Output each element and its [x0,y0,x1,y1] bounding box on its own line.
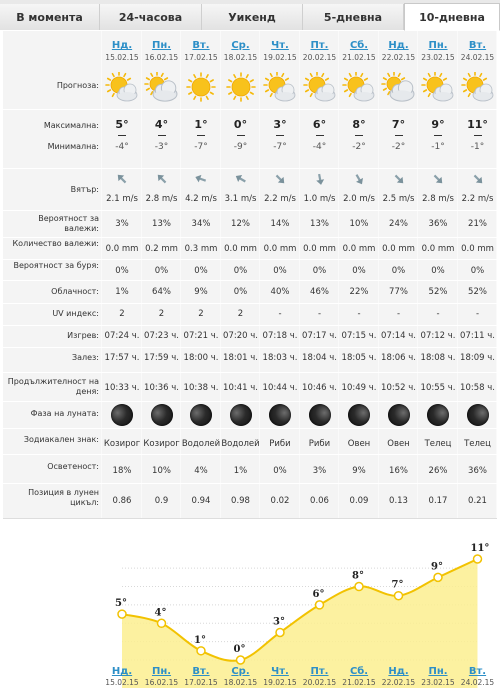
max-temperature: 7° [391,118,406,131]
row-label-cloud: Облачност: [51,287,99,296]
precip-probability: 34% [191,219,211,229]
precip-amount: 0.0 mm [382,244,415,254]
chart-day-link-9[interactable]: Пн. [428,666,448,677]
day-length: 10:46 ч. [302,383,337,393]
moon-cycle-position: 0.17 [428,496,448,506]
storm-probability: 0% [431,266,445,276]
temperature-point [434,573,442,581]
chart-day-date: 15.02.15 [105,678,139,687]
wind-speed: 2.8 m/s [422,194,454,204]
row-separator [3,210,497,211]
day-length: 10:58 ч. [460,383,495,393]
storm-probability: 0% [352,266,366,276]
cloudiness: 22% [349,287,369,297]
min-temperature: -9° [233,142,248,152]
day-date: 18.02.15 [223,53,258,62]
moon-cycle-position: 0.9 [154,496,169,506]
max-min-divider [474,135,482,136]
sunrise-time: 07:14 ч. [381,331,416,341]
zodiac-sign: Козирог [103,439,141,449]
day-date: 17.02.15 [184,53,218,62]
day-length: 10:41 ч. [223,383,258,393]
precip-probability: 3% [115,219,129,229]
row-label-precip-amount: Количество валежи: [12,239,99,248]
row-label-precip-prob: Вероятност за валежи: [38,214,99,233]
moon-illumination: 4% [194,466,208,476]
sunset-time: 18:01 ч. [223,353,258,363]
wind-arrow-icon [352,171,366,185]
row-label-sunset: Залез: [71,353,99,362]
row-separator [3,401,497,402]
uv-index: - [475,309,480,319]
moon-phase-icon [111,404,133,426]
row-label-wind: Вятър: [70,185,99,194]
temperature-label: 3° [273,616,285,628]
sunset-time: 18:03 ч. [262,353,298,363]
sunrise-time: 07:21 ч. [183,331,219,341]
sunset-time: 17:59 ч. [144,353,179,363]
chart-day-date: 22.02.15 [381,678,416,687]
max-temperature: 1° [194,118,208,131]
zodiac-sign: Телец [464,439,491,449]
row-separator [3,303,497,304]
row-separator [3,428,497,429]
sunset-time: 17:57 ч. [104,353,140,363]
cloudiness: 52% [468,287,487,297]
chart-day-link-8[interactable]: Нд. [388,666,409,677]
wind-speed: 2.0 m/s [343,194,375,204]
max-min-divider [276,135,284,136]
chart-day-date: 20.02.15 [302,678,337,687]
sunrise-time: 07:11 ч. [460,331,495,341]
uv-index: - [278,309,282,319]
max-temperature: 6° [312,118,327,131]
storm-probability: 0% [470,266,485,276]
storm-probability: 0% [115,266,129,276]
uv-index: 2 [119,309,125,319]
moon-illumination: 16% [389,466,408,476]
max-min-divider [355,135,363,136]
row-separator [3,237,497,238]
chart-day-link-4[interactable]: Ср. [231,666,250,677]
row-separator [3,372,497,373]
cloudiness: 0% [233,287,248,297]
moon-cycle-position: 0.86 [112,496,132,506]
max-min-divider [395,135,403,136]
precip-amount: 0.0 mm [421,244,455,254]
moon-phase-icon [348,404,370,426]
wind-arrow-icon [194,171,208,185]
row-separator [3,280,497,281]
day-date: 24.02.15 [460,53,495,62]
day-date: 15.02.15 [105,53,139,62]
temperature-point [316,601,324,609]
sunrise-time: 07:12 ч. [420,331,456,341]
tab-bar [0,0,500,30]
temperature-label: 0° [233,644,246,655]
day-date: 21.02.15 [342,53,376,62]
temperature-point [474,555,482,563]
zodiac-sign: Козирог [143,439,180,449]
max-min-divider [316,135,324,136]
moon-phase-icon [467,404,489,426]
day-length: 10:49 ч. [341,383,377,393]
sunrise-time: 07:17 ч. [302,331,337,341]
max-temperature: 3° [273,118,287,131]
precip-amount: 0.2 mm [145,244,178,254]
temperature-label: 11° [470,543,490,554]
day-link-7[interactable]: Сб. [349,40,369,51]
chart-day-date: 16.02.15 [144,678,179,687]
wind-arrow-icon [392,171,406,185]
tab-2[interactable]: 24-часова [100,4,202,30]
precip-probability: 13% [310,219,329,229]
min-temperature: -1° [470,142,485,152]
sunrise-time: 07:24 ч. [104,331,140,341]
uv-index: - [396,309,401,319]
temperature-point [395,592,403,600]
uv-index: - [317,309,322,319]
tab-3[interactable]: Уикенд [202,4,303,30]
cloudiness: 40% [270,287,290,297]
cloud-sun-icon [381,72,417,102]
sun-cloud-icon [341,72,377,102]
cloud-sun-icon [144,72,180,102]
chart-day-date: 21.02.15 [342,678,376,687]
row-label-illumination: Осветеност: [47,462,99,471]
sun-cloud-icon [302,72,338,102]
day-length: 10:36 ч. [144,383,179,393]
chart-day-link-3[interactable]: Вт. [192,666,210,677]
precip-probability: 10% [349,219,369,229]
chart-day-link-2[interactable]: Пн. [151,666,172,677]
max-min-divider [118,135,126,136]
moon-cycle-position: 0.09 [349,496,369,506]
zodiac-sign: Риби [269,439,291,449]
storm-probability: 0% [233,266,248,276]
chart-day-date: 23.02.15 [421,678,455,687]
row-label-max: Максимална: [43,121,99,130]
sunset-time: 18:09 ч. [460,353,495,363]
cloudiness: 64% [152,287,171,297]
sun-icon [183,72,219,102]
zodiac-sign: Овен [347,439,371,449]
chart-day-link-1[interactable]: Нд. [111,666,133,677]
row-separator [3,483,497,484]
storm-probability: 0% [273,266,287,276]
cloudiness: 77% [389,287,408,297]
row-separator [3,109,497,110]
temperature-point [158,619,166,627]
row-label-min: Минимална: [47,142,99,151]
temperature-label: 8° [352,570,364,582]
moon-cycle-position: 0.98 [231,496,250,506]
storm-probability: 0% [194,266,208,276]
max-temperature: 5° [115,118,129,131]
uv-index: 2 [237,309,244,319]
cloudiness: 1% [115,287,129,297]
wind-speed: 2.8 m/s [145,194,178,204]
storm-probability: 0% [312,266,327,276]
max-temperature: 11° [467,118,488,131]
wind-arrow-icon [431,171,445,185]
day-link-3[interactable]: Вт. [192,40,210,51]
wind-arrow-icon [115,171,129,185]
sun-cloud-icon [420,72,456,102]
wind-arrow-icon [313,171,327,185]
wind-arrow-icon [273,171,287,185]
row-label-daylength: Продължителност на деня: [7,377,99,396]
day-length: 10:55 ч. [420,383,456,393]
precip-probability: 21% [468,219,487,229]
chart-day-link-6[interactable]: Пт. [310,666,329,677]
moon-illumination: 9% [352,466,366,476]
precip-probability: 13% [152,219,171,229]
row-separator [3,168,497,169]
sun-cloud-icon [262,72,298,102]
tab-5[interactable]: 10-дневна [404,3,500,31]
temperature-point [276,628,284,636]
chart-day-link-10[interactable]: Вт. [468,666,487,677]
temperature-chart [3,519,497,688]
day-link-5[interactable]: Чт. [271,40,289,51]
row-separator [3,325,497,326]
wind-speed: 2.5 m/s [382,194,415,204]
moon-illumination: 0% [273,466,287,476]
wind-speed: 3.1 m/s [224,194,257,204]
wind-arrow-icon [234,171,248,185]
sunrise-time: 07:23 ч. [144,331,179,341]
precip-probability: 14% [270,219,290,229]
zodiac-sign: Водолей [181,439,221,449]
wind-arrow-icon [471,171,485,185]
sunset-time: 18:04 ч. [302,353,337,363]
uv-index: - [436,309,440,319]
max-min-divider [158,135,166,136]
moon-phase-icon [190,404,212,426]
day-length: 10:52 ч. [381,383,416,393]
day-link-4[interactable]: Ср. [231,40,250,51]
precip-probability: 12% [231,219,250,229]
chart-day-link-5[interactable]: Чт. [271,666,289,677]
moon-cycle-position: 0.21 [468,496,487,506]
zodiac-sign: Риби [308,439,331,449]
sun-cloud-icon [460,72,496,102]
moon-illumination: 10% [152,466,171,476]
moon-phase-icon [269,404,291,426]
uv-index: 2 [198,309,204,319]
day-length: 10:44 ч. [262,383,298,393]
cloudiness: 46% [310,287,329,297]
temperature-point [197,647,205,655]
day-link-8[interactable]: Нд. [388,40,409,51]
uv-index: - [357,309,361,319]
storm-probability: 0% [391,266,406,276]
moon-illumination: 1% [233,466,248,476]
wind-arrow-icon [155,171,169,185]
chart-day-link-7[interactable]: Сб. [349,666,369,677]
cloudiness: 52% [428,287,448,297]
moon-illumination: 3% [312,466,327,476]
sunrise-time: 07:15 ч. [341,331,377,341]
day-date: 22.02.15 [381,53,416,62]
moon-illumination: 36% [468,466,487,476]
day-link-6[interactable]: Пт. [310,40,329,51]
moon-cycle-position: 0.94 [191,496,211,506]
row-separator [3,454,497,455]
chart-day-date: 17.02.15 [184,678,218,687]
min-temperature: -2° [352,142,366,152]
day-date: 16.02.15 [144,53,179,62]
day-date: 20.02.15 [302,53,337,62]
moon-cycle-position: 0.02 [270,496,290,506]
row-label-storm-prob: Вероятност за буря: [13,261,99,270]
sunset-time: 18:05 ч. [341,353,377,363]
temperature-label: 9° [431,561,443,573]
moon-phase-icon [230,404,252,426]
min-temperature: -7° [194,142,208,152]
row-label-sunrise: Изгрев: [67,331,99,340]
max-temperature: 8° [352,118,366,131]
moon-illumination: 26% [428,466,448,476]
zodiac-sign: Водолей [221,439,260,449]
temperature-area [122,559,478,688]
temperature-label: 5° [115,598,127,610]
temperature-label: 7° [391,579,404,591]
precip-amount: 0.0 mm [303,244,336,254]
day-length: 10:38 ч. [183,383,219,393]
sunrise-time: 07:18 ч. [262,331,298,341]
precip-probability: 36% [428,219,448,229]
moon-cycle-position: 0.13 [389,496,408,506]
day-link-9[interactable]: Пн. [428,40,448,51]
temperature-point [355,583,363,591]
row-separator [3,347,497,348]
max-min-divider [197,135,205,136]
temperature-label: 1° [194,634,206,646]
max-temperature: 4° [154,118,169,131]
min-temperature: -1° [431,142,445,152]
wind-speed: 4.2 m/s [185,194,217,204]
row-label-zodiac: Зодиакален знак: [23,435,99,444]
tab-1[interactable]: В момента [0,4,100,30]
day-link-2[interactable]: Пн. [151,40,172,51]
day-date: 23.02.15 [421,53,455,62]
moon-cycle-position: 0.06 [310,496,329,506]
chart-day-date: 18.02.15 [223,678,258,687]
min-temperature: -3° [154,142,169,152]
sun-cloud-icon [104,72,140,102]
row-label-moon-phase: Фаза на луната: [30,409,99,418]
day-date: 19.02.15 [263,53,297,62]
min-temperature: -4° [115,142,129,152]
sunrise-time: 07:20 ч. [223,331,258,341]
forecast-panel [3,31,497,688]
precip-amount: 0.0 mm [224,244,257,254]
sunset-time: 18:06 ч. [381,353,416,363]
sunset-time: 18:08 ч. [420,353,456,363]
max-temperature: 9° [431,118,445,131]
forecast-table [3,31,497,518]
moon-illumination: 18% [112,466,132,476]
precip-amount: 0.3 mm [184,244,218,254]
wind-speed: 2.2 m/s [264,194,296,204]
row-separator [3,259,497,260]
precip-amount: 0.0 mm [263,244,297,254]
moon-phase-icon [388,404,410,426]
moon-phase-icon [309,404,331,426]
storm-probability: 0% [154,266,169,276]
precip-amount: 0.0 mm [461,244,494,254]
sunset-time: 18:00 ч. [183,353,219,363]
precip-amount: 0.0 mm [342,244,376,254]
moon-phase-icon [151,404,173,426]
max-min-divider [237,135,245,136]
wind-speed: 2.1 m/s [106,194,138,204]
chart-day-date: 24.02.15 [460,678,495,687]
chart-day-date: 19.02.15 [263,678,297,687]
min-temperature: -2° [391,142,406,152]
temperature-point [118,610,126,618]
precip-probability: 24% [389,219,408,229]
uv-index: 2 [158,309,165,319]
day-link-1[interactable]: Нд. [111,40,133,51]
row-label-moon-position: Позиция в лунен цикъл: [28,488,99,507]
max-temperature: 0° [233,118,248,131]
max-min-divider [434,135,442,136]
wind-speed: 2.2 m/s [461,194,494,204]
tab-4[interactable]: 5-дневна [303,4,404,30]
sun-icon [223,72,259,102]
temperature-point [237,656,245,664]
moon-phase-icon [427,404,449,426]
row-label-forecast: Прогноза: [56,81,99,90]
min-temperature: -4° [312,142,327,152]
row-label-uv: UV индекс: [52,309,99,318]
precip-amount: 0.0 mm [105,244,139,254]
wind-speed: 1.0 m/s [303,194,336,204]
zodiac-sign: Телец [424,439,452,449]
day-length: 10:33 ч. [104,383,140,393]
min-temperature: -7° [273,142,287,152]
temperature-graph-box [3,518,497,688]
temperature-label: 6° [312,588,325,600]
zodiac-sign: Овен [387,439,410,449]
cloudiness: 9% [194,287,208,297]
day-link-10[interactable]: Вт. [468,40,487,51]
temperature-label: 4° [154,607,167,619]
